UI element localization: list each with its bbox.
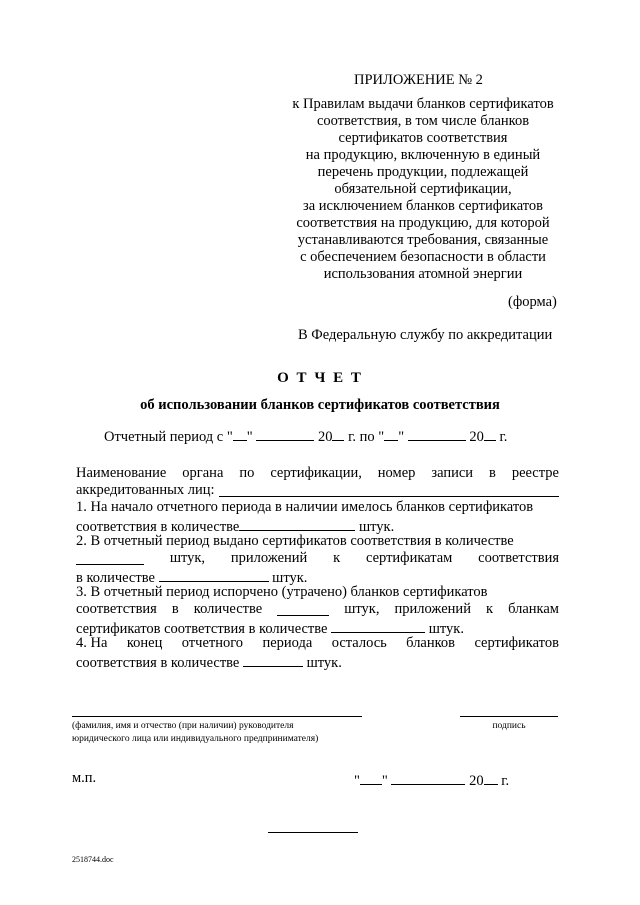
report-body	[76, 465, 559, 669]
quote: "	[354, 773, 360, 789]
word: конец	[126, 635, 163, 651]
period-to-year-field[interactable]	[484, 440, 496, 441]
word: сертификатам	[365, 550, 453, 566]
word: номер	[377, 465, 416, 481]
word: к	[485, 601, 494, 617]
org-line-1	[76, 465, 559, 482]
item-2-annexes-field[interactable]	[159, 567, 269, 582]
text: сертификатов соответствия в количестве	[76, 621, 328, 637]
period-from-month-field[interactable]	[256, 440, 314, 441]
item-1-quantity-field[interactable]	[239, 516, 355, 531]
period-year-suffix: г.	[499, 429, 508, 445]
text: соответствия в количестве	[76, 655, 240, 671]
head-name-caption-2: юридического лица или индивидуального предпринимателя)	[72, 734, 319, 744]
date-year-field[interactable]	[484, 770, 498, 785]
annex-line: обязательной сертификации,	[334, 181, 512, 197]
date-year-prefix: 20	[469, 773, 484, 789]
annex-title: ПРИЛОЖЕНИЕ № 2	[354, 72, 483, 88]
annex-line: за исключением бланков сертификатов	[303, 198, 543, 214]
quote: "	[246, 429, 253, 445]
addressee: В Федеральную службу по аккредитации	[298, 327, 553, 343]
annex-line: соответствия на продукцию, для которой	[296, 215, 550, 231]
period-from-label: Отчетный период с "	[104, 429, 233, 445]
annex-line: перечень продукции, подлежащей	[317, 164, 529, 180]
item-4-line-1	[76, 635, 559, 652]
form-label: (форма)	[508, 294, 557, 310]
word: отчетного	[181, 635, 244, 651]
item-3-line-3	[76, 618, 559, 635]
period-to-day-field[interactable]	[384, 440, 398, 441]
text: в количестве	[76, 570, 155, 586]
period-from-year-prefix: 20	[317, 429, 333, 445]
date-year-suffix: г.	[501, 773, 510, 789]
stamp-label: м.п.	[72, 770, 97, 786]
date-month-field[interactable]	[391, 770, 465, 785]
word: сертификатов	[474, 635, 559, 651]
word: количестве	[193, 601, 263, 617]
period-from-year-field[interactable]	[332, 440, 344, 441]
head-name-caption-1: (фамилия, имя и отчество (при наличии) руководителя	[72, 721, 294, 731]
org-line-2	[76, 482, 559, 499]
word: бланков	[406, 635, 456, 651]
item-3-annexes-field[interactable]	[331, 618, 425, 633]
word: реестре	[511, 465, 559, 481]
word: к	[333, 550, 341, 566]
item-2-line-1: 2. В отчетный период выдано сертификатов соответствия в количестве	[76, 533, 514, 549]
period-from-day-field[interactable]	[233, 440, 247, 441]
annex-line: сертификатов соответствия	[338, 130, 508, 146]
item-3-line-1: 3. В отчетный период испорчено (утрачено) бланков сертификатов	[76, 584, 488, 600]
word: приложений	[394, 601, 471, 617]
item-3-certificates-field[interactable]	[277, 601, 329, 616]
report-subtitle: об использовании бланков сертификатов соответствия	[140, 397, 500, 413]
period-to-year-prefix: 20	[469, 429, 484, 445]
word: бланкам	[508, 601, 559, 617]
quote: "	[381, 773, 388, 789]
word: в	[489, 465, 496, 481]
text: штук.	[428, 621, 464, 637]
annex-description	[278, 96, 568, 283]
item-1-line-1: 1. На начало отчетного периода в наличии имелось бланков сертификатов	[76, 499, 534, 515]
word: штук,	[169, 550, 206, 566]
period-to-month-field[interactable]	[408, 440, 466, 441]
item-2-line-3	[76, 567, 559, 584]
org-name-field[interactable]	[219, 482, 559, 497]
reporting-period	[104, 429, 507, 446]
item-4-line-2	[76, 652, 559, 669]
item-2-line-2	[76, 550, 559, 567]
word: штук,	[344, 601, 380, 617]
annex-line: соответствия, в том числе бланков	[316, 113, 530, 129]
period-to-label: г. по "	[348, 429, 385, 445]
word: осталось	[331, 635, 387, 651]
doc-id: 2518744.doc	[72, 855, 114, 864]
item-1-line-2	[76, 516, 559, 533]
separator-line	[268, 832, 358, 833]
word: органа	[182, 465, 224, 481]
report-title: О Т Ч Е Т	[277, 370, 363, 386]
word: соответствия	[478, 550, 559, 566]
text: соответствия в количестве	[76, 519, 240, 535]
word: приложений	[230, 550, 308, 566]
org-label: аккредитованных лиц:	[76, 482, 215, 498]
word: по	[239, 465, 255, 481]
annex-line: на продукцию, включенную в единый	[305, 147, 541, 163]
item-2-certificates-field[interactable]	[76, 550, 144, 565]
text: штук.	[358, 519, 395, 535]
annex-line: использования атомной энергии	[323, 266, 523, 282]
item-3-line-2	[76, 601, 559, 618]
word: записи	[431, 465, 474, 481]
word: 4. На	[76, 635, 108, 651]
annex-line: устанавливаются требования, связанные	[297, 232, 549, 248]
signature-date	[354, 770, 509, 790]
text: штук.	[272, 570, 308, 586]
head-name-line[interactable]	[72, 716, 362, 717]
word: Наименование	[76, 465, 167, 481]
word: в	[171, 601, 179, 617]
word: сертификации,	[270, 465, 362, 481]
date-day-field[interactable]	[360, 770, 382, 785]
annex-line: с обеспечением безопасности в области	[300, 249, 546, 265]
signature-caption: подпись	[492, 721, 526, 731]
signature-line[interactable]	[460, 716, 558, 717]
annex-line: к Правилам выдачи бланков сертификатов	[292, 96, 554, 112]
word: периода	[262, 635, 313, 651]
word: соответствия	[76, 601, 157, 617]
quote: "	[398, 429, 405, 445]
item-4-quantity-field[interactable]	[243, 652, 303, 667]
text: штук.	[306, 655, 342, 671]
